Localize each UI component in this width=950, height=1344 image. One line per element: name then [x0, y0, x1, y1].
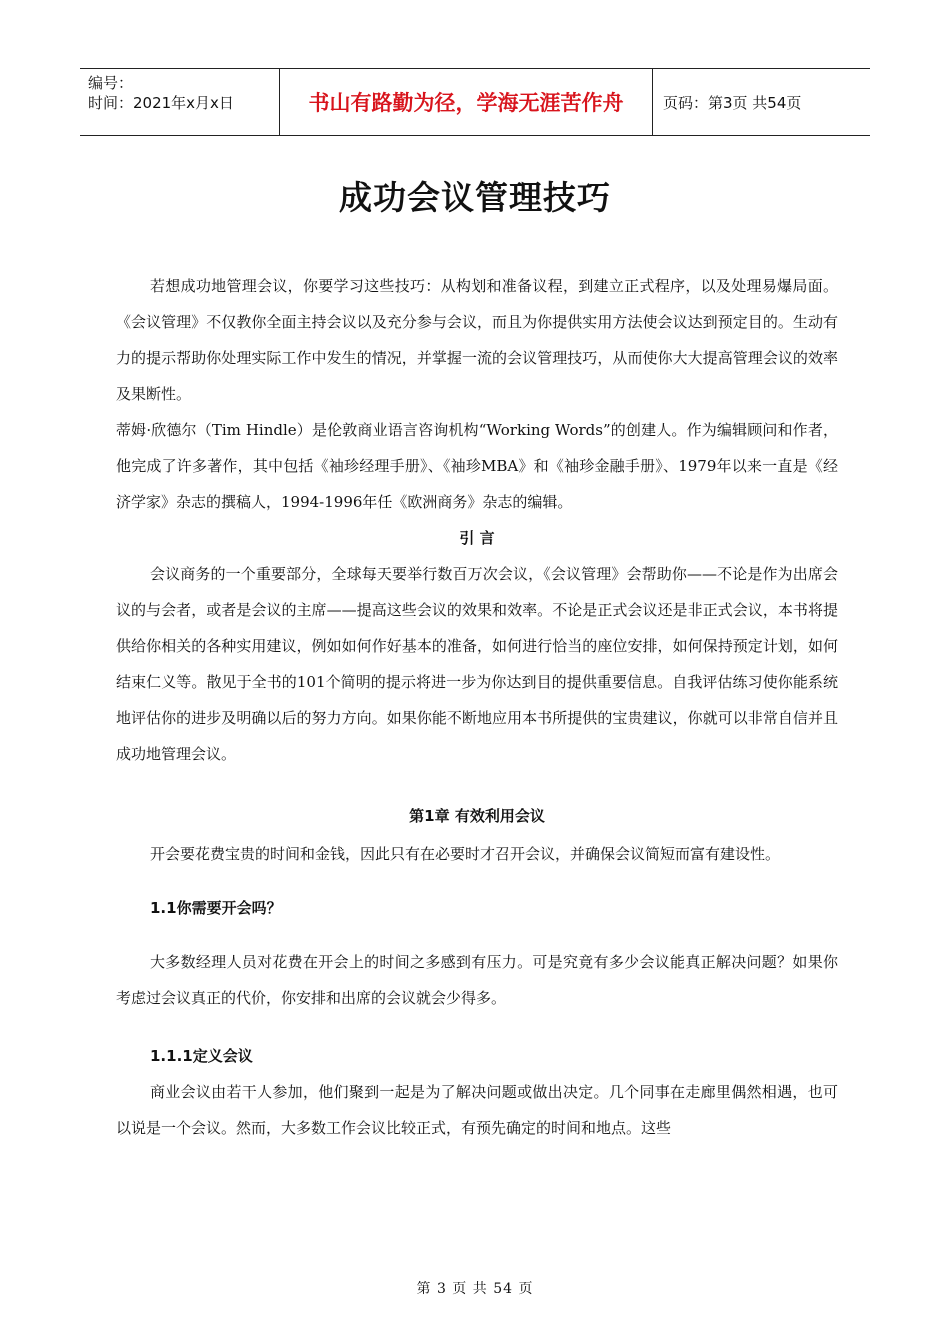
document-header — [80, 68, 870, 136]
header-meta — [80, 69, 280, 135]
document-body — [116, 268, 838, 1146]
intro-paragraph-2: 蒂姆·欣德尔（Tim Hindle）是伦敦商业语言咨询机构“Working Words”的创建人。作为编辑顾问和作者，他完成了许多著作，其中包括《袖珍经理手册》、《袖珍MBA》和《袖珍金融手册》、1979年以来一直是《经济学家》杂志的撰稿人，1994-1996年任《欧洲商务》杂志的编辑。 — [116, 421, 838, 511]
chapter-heading: 第1章 有效利用会议 — [409, 807, 545, 825]
document-title: 成功会议管理技巧 — [339, 178, 611, 217]
section-1-1-1-paragraph: 商业会议由若干人参加，他们聚到一起是为了解决问题或做出决定。几个同事在走廊里偶然相遇，也可以说是一个会议。然而，大多数工作会议比较正式，有预先确定的时间和地点。这些 — [116, 1083, 838, 1137]
section-1-1-paragraph: 大多数经理人员对花费在开会上的时间之多感到有压力。可是究竟有多少会议能真正解决问题？如果你考虑过会议真正的代价，你安排和出席的会议就会少得多。 — [116, 953, 838, 1007]
time-label: 时间：2021年x月x日 — [88, 94, 234, 112]
header-motto: 书山有路勤为径，学海无涯苦作舟 — [280, 69, 653, 135]
number-label: 编号： — [88, 74, 134, 92]
page-footer: 第 3 页 共 54 页 — [416, 1281, 534, 1297]
foreword-heading: 引 言 — [459, 529, 495, 547]
header-page-info: 页码：第3页 共54页 — [663, 93, 802, 112]
chapter-intro-paragraph: 开会要花费宝贵的时间和金钱，因此只有在必要时才召开会议，并确保会议简短而富有建设性。 — [150, 845, 781, 863]
section-heading-1-1: 1.1你需要开会吗？ — [150, 899, 282, 917]
section-heading-1-1-1: 1.1.1定义会议 — [150, 1047, 253, 1065]
foreword-paragraph: 会议商务的一个重要部分，全球每天要举行数百万次会议，《会议管理》会帮助你——不论是作为出席会议的与会者，或者是会议的主席——提高这些会议的效果和效率。不论是正式会议还是非正式会议，本书将提供给你相关的各种实用建议，例如如何作好基本的准备，如何进行恰当的座位安排，如何保持预定计划，如何结束仁义等。散见于全书的101个简明的提示将进一步为你达到目的提供重要信息。自我评估练习使你能系统地评估你的进步及明确以后的努力方向。如果你能不断地应用本书所提供的宝贵建议，你就可以非常自信并且成功地管理会议。 — [116, 565, 838, 763]
intro-paragraph-1: 若想成功地管理会议，你要学习这些技巧：从构划和准备议程，到建立正式程序，以及处理易爆局面。《会议管理》不仅教你全面主持会议以及充分参与会议，而且为你提供实用方法使会议达到预定目的。生动有力的提示帮助你处理实际工作中发生的情况，并掌握一流的会议管理技巧，从而使你大大提高管理会议的效率及果断性。 — [116, 277, 838, 403]
